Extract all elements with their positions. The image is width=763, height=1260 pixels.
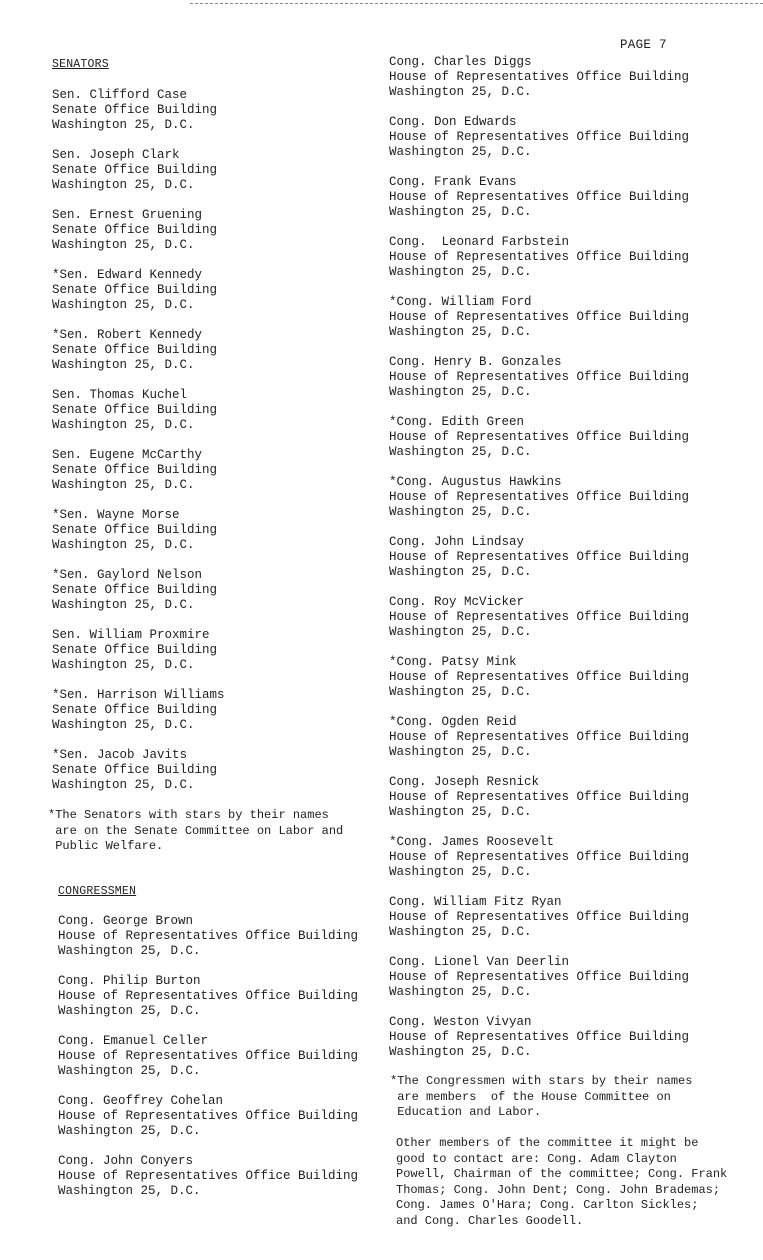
- entry-city: Washington 25, D.C.: [389, 385, 532, 399]
- entry-city: Washington 25, D.C.: [58, 1184, 201, 1198]
- address-entry: [58, 1094, 398, 1139]
- entry-name: Cong. Roy McVicker: [389, 595, 525, 609]
- top-edge-rule: [190, 0, 763, 4]
- entry-city: Washington 25, D.C.: [389, 925, 532, 939]
- address-entry: [389, 1015, 729, 1060]
- entry-city: Washington 25, D.C.: [52, 718, 195, 732]
- address-entry: [389, 175, 729, 220]
- entry-name: Cong. Leonard Farbstein: [389, 235, 570, 249]
- entry-name: Sen. Ernest Gruening: [52, 208, 203, 222]
- entry-name: *Sen. Harrison Williams: [52, 688, 225, 702]
- entry-city: Washington 25, D.C.: [52, 658, 195, 672]
- entry-name: Cong. Geoffrey Cohelan: [58, 1094, 224, 1108]
- address-entry: [389, 355, 729, 400]
- entry-city: Washington 25, D.C.: [389, 985, 532, 999]
- entry-city: Washington 25, D.C.: [389, 325, 532, 339]
- entry-city: Washington 25, D.C.: [58, 944, 201, 958]
- entry-city: Washington 25, D.C.: [389, 865, 532, 879]
- note-line: are on the Senate Committee on Labor and: [48, 823, 344, 838]
- address-entry: [389, 895, 729, 940]
- entry-city: Washington 25, D.C.: [52, 538, 195, 552]
- address-entry: [389, 715, 729, 760]
- entry-name: Sen. Thomas Kuchel: [52, 388, 188, 402]
- entry-office: House of Representatives Office Building: [389, 850, 690, 864]
- entry-office: Senate Office Building: [52, 223, 218, 237]
- address-entry: [52, 688, 392, 733]
- entry-name: Cong. Emanuel Celler: [58, 1034, 209, 1048]
- entry-name: Sen. Eugene McCarthy: [52, 448, 203, 462]
- note-line: Public Welfare.: [48, 839, 164, 853]
- note-line: good to contact are: Cong. Adam Clayton: [396, 1151, 677, 1166]
- congressmen-list-left: [58, 914, 398, 1214]
- note-line: *The Senators with stars by their names: [48, 808, 329, 822]
- entry-name: Cong. Frank Evans: [389, 175, 517, 189]
- entry-name: *Cong. James Roosevelt: [389, 835, 555, 849]
- entry-city: Washington 25, D.C.: [52, 418, 195, 432]
- entry-city: Washington 25, D.C.: [389, 745, 532, 759]
- entry-name: Sen. Clifford Case: [52, 88, 188, 102]
- entry-office: Senate Office Building: [52, 763, 218, 777]
- entry-name: Cong. John Conyers: [58, 1154, 194, 1168]
- entry-office: Senate Office Building: [52, 343, 218, 357]
- senators-list: [52, 88, 392, 808]
- entry-city: Washington 25, D.C.: [389, 685, 532, 699]
- entry-city: Washington 25, D.C.: [52, 298, 195, 312]
- address-entry: [389, 295, 729, 340]
- entry-office: House of Representatives Office Building: [58, 1169, 359, 1183]
- entry-city: Washington 25, D.C.: [52, 178, 195, 192]
- entry-office: House of Representatives Office Building: [389, 550, 690, 564]
- address-entry: [58, 1154, 398, 1199]
- entry-name: Cong. Lionel Van Deerlin: [389, 955, 570, 969]
- address-entry: [389, 55, 729, 100]
- entry-name: Cong. Henry B. Gonzales: [389, 355, 562, 369]
- entry-office: House of Representatives Office Building: [58, 1109, 359, 1123]
- address-entry: [389, 115, 729, 160]
- address-entry: [58, 974, 398, 1019]
- entry-office: Senate Office Building: [52, 643, 218, 657]
- address-entry: [52, 388, 392, 433]
- entry-office: House of Representatives Office Building: [389, 670, 690, 684]
- address-entry: [389, 535, 729, 580]
- address-entry: [389, 595, 729, 640]
- entry-city: Washington 25, D.C.: [52, 358, 195, 372]
- entry-office: House of Representatives Office Building: [58, 929, 359, 943]
- other-members-note: [396, 1136, 727, 1229]
- note-line: Powell, Chairman of the committee; Cong. Frank: [396, 1167, 728, 1181]
- entry-name: Sen. Joseph Clark: [52, 148, 180, 162]
- entry-office: House of Representatives Office Building: [389, 70, 690, 84]
- entry-office: House of Representatives Office Building: [389, 730, 690, 744]
- entry-name: *Cong. Augustus Hawkins: [389, 475, 562, 489]
- congressmen-list-right: [389, 55, 729, 1075]
- note-line: Other members of the committee it might be: [396, 1136, 699, 1150]
- entry-name: *Sen. Edward Kennedy: [52, 268, 203, 282]
- entry-office: Senate Office Building: [52, 523, 218, 537]
- entry-city: Washington 25, D.C.: [52, 598, 195, 612]
- entry-office: House of Representatives Office Building: [389, 250, 690, 264]
- congressmen-heading: CONGRESSMEN: [58, 885, 137, 898]
- entry-city: Washington 25, D.C.: [58, 1064, 201, 1078]
- address-entry: [389, 955, 729, 1000]
- entry-city: Washington 25, D.C.: [389, 85, 532, 99]
- entry-name: Cong. Charles Diggs: [389, 55, 532, 69]
- entry-office: Senate Office Building: [52, 163, 218, 177]
- entry-name: *Cong. William Ford: [389, 295, 532, 309]
- address-entry: [52, 148, 392, 193]
- page-number: PAGE 7: [620, 38, 667, 52]
- senators-note: [48, 808, 343, 855]
- entry-name: Cong. William Fitz Ryan: [389, 895, 562, 909]
- address-entry: [389, 475, 729, 520]
- note-line: Thomas; Cong. John Dent; Cong. John Brademas;: [396, 1182, 721, 1197]
- address-entry: [52, 628, 392, 673]
- address-entry: [52, 268, 392, 313]
- address-entry: [58, 914, 398, 959]
- entry-city: Washington 25, D.C.: [389, 565, 532, 579]
- entry-office: House of Representatives Office Building: [389, 190, 690, 204]
- address-entry: [389, 835, 729, 880]
- entry-office: House of Representatives Office Building: [58, 989, 359, 1003]
- entry-name: *Cong. Edith Green: [389, 415, 525, 429]
- entry-city: Washington 25, D.C.: [58, 1004, 201, 1018]
- address-entry: [52, 748, 392, 793]
- entry-office: Senate Office Building: [52, 463, 218, 477]
- entry-office: House of Representatives Office Building: [389, 1030, 690, 1044]
- note-line: Cong. James O'Hara; Cong. Carlton Sickles;: [396, 1198, 699, 1212]
- congressmen-note: [390, 1074, 692, 1121]
- entry-city: Washington 25, D.C.: [389, 145, 532, 159]
- entry-office: Senate Office Building: [52, 583, 218, 597]
- entry-name: Cong. George Brown: [58, 914, 194, 928]
- entry-office: House of Representatives Office Building: [389, 910, 690, 924]
- note-line: and Cong. Charles Goodell.: [396, 1213, 584, 1228]
- entry-office: House of Representatives Office Building: [389, 610, 690, 624]
- entry-office: House of Representatives Office Building: [389, 970, 690, 984]
- entry-office: Senate Office Building: [52, 703, 218, 717]
- address-entry: [389, 775, 729, 820]
- address-entry: [58, 1034, 398, 1079]
- entry-city: Washington 25, D.C.: [389, 445, 532, 459]
- entry-name: *Sen. Jacob Javits: [52, 748, 188, 762]
- entry-name: *Cong. Ogden Reid: [389, 715, 517, 729]
- entry-office: House of Representatives Office Building: [58, 1049, 359, 1063]
- entry-name: Cong. Joseph Resnick: [389, 775, 540, 789]
- entry-name: Cong. Weston Vivyan: [389, 1015, 532, 1029]
- entry-city: Washington 25, D.C.: [52, 478, 195, 492]
- note-line: Education and Labor.: [390, 1105, 542, 1119]
- entry-city: Washington 25, D.C.: [389, 265, 532, 279]
- address-entry: [52, 448, 392, 493]
- note-line: *The Congressmen with stars by their names: [390, 1074, 693, 1088]
- entry-office: House of Representatives Office Building: [389, 310, 690, 324]
- address-entry: [389, 655, 729, 700]
- entry-name: *Sen. Robert Kennedy: [52, 328, 203, 342]
- entry-city: Washington 25, D.C.: [389, 805, 532, 819]
- entry-city: Washington 25, D.C.: [52, 238, 195, 252]
- entry-city: Washington 25, D.C.: [389, 205, 532, 219]
- senators-heading: SENATORS: [52, 58, 109, 71]
- address-entry: [389, 415, 729, 460]
- entry-city: Washington 25, D.C.: [389, 625, 532, 639]
- address-entry: [52, 568, 392, 613]
- entry-office: House of Representatives Office Building: [389, 130, 690, 144]
- entry-name: Cong. Philip Burton: [58, 974, 201, 988]
- address-entry: [52, 208, 392, 253]
- address-entry: [52, 88, 392, 133]
- entry-office: Senate Office Building: [52, 103, 218, 117]
- entry-office: Senate Office Building: [52, 403, 218, 417]
- entry-name: *Sen. Wayne Morse: [52, 508, 180, 522]
- entry-office: Senate Office Building: [52, 283, 218, 297]
- entry-city: Washington 25, D.C.: [52, 778, 195, 792]
- entry-office: House of Representatives Office Building: [389, 790, 690, 804]
- note-line: are members of the House Committee on: [390, 1089, 671, 1104]
- entry-city: Washington 25, D.C.: [389, 505, 532, 519]
- entry-name: Sen. William Proxmire: [52, 628, 210, 642]
- address-entry: [52, 508, 392, 553]
- entry-office: House of Representatives Office Building: [389, 370, 690, 384]
- entry-city: Washington 25, D.C.: [58, 1124, 201, 1138]
- entry-name: Cong. John Lindsay: [389, 535, 525, 549]
- entry-name: Cong. Don Edwards: [389, 115, 517, 129]
- entry-name: *Sen. Gaylord Nelson: [52, 568, 203, 582]
- entry-city: Washington 25, D.C.: [389, 1045, 532, 1059]
- entry-office: House of Representatives Office Building: [389, 430, 690, 444]
- entry-city: Washington 25, D.C.: [52, 118, 195, 132]
- entry-office: House of Representatives Office Building: [389, 490, 690, 504]
- address-entry: [389, 235, 729, 280]
- address-entry: [52, 328, 392, 373]
- entry-name: *Cong. Patsy Mink: [389, 655, 517, 669]
